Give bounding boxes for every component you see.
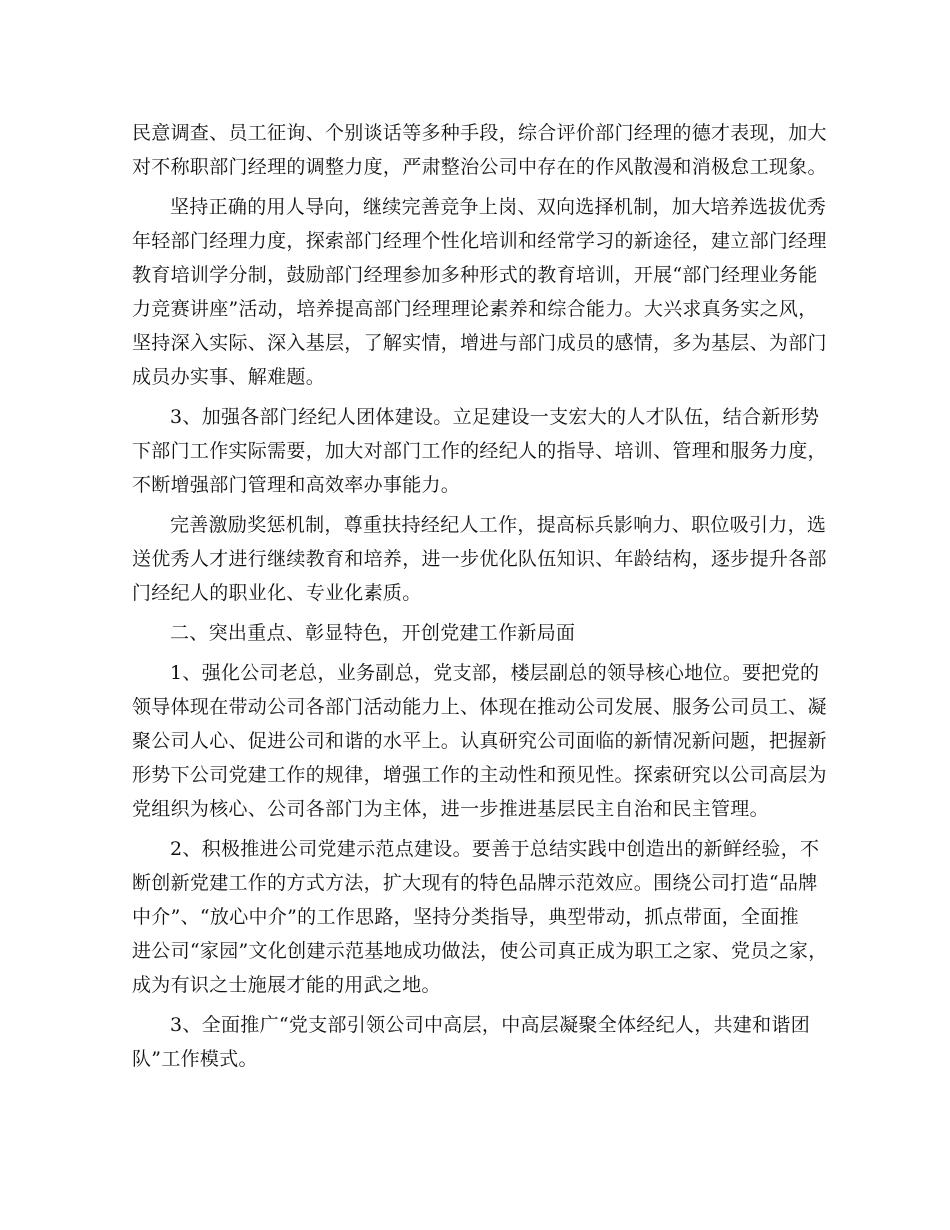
paragraph-work-model [132,1008,822,1076]
text-line: 领导体现在带动公司各部门活动能力上、体现在推动公司发展、服务公司员工、凝 [132,696,827,718]
text-line: 聚公司人心、促进公司和谐的水平上。认真研究公司面临的新情况新问题，把握新 [132,730,827,752]
text-line: 年轻部门经理力度，探索部门经理个性化培训和经常学习的新途径，建立部门经理 [132,230,827,252]
paragraph-leadership-core [132,656,827,826]
text-line: 2、积极推进公司党建示范点建设。要善于总结实践中创造出的新鲜经验，不 [170,838,820,860]
text-line: 门经纪人的职业化、专业化素质。 [132,582,422,604]
paragraph-team-building [132,400,827,502]
text-line: 坚持正确的用人导向，继续完善竞争上岗、双向选择机制，加大培养选拔优秀 [170,196,827,218]
text-line: 对不称职部门经理的调整力度，严肃整治公司中存在的作风散漫和消极怠工现象。 [132,156,827,178]
paragraph-selection-mechanism [132,190,827,394]
text-line: 教育培训学分制，鼓励部门经理参加多种形式的教育培训，开展“部门经理业务能 [132,264,818,286]
paragraph-demonstration-sites [132,832,828,1002]
text-line: 成员办实事、解难题。 [132,366,326,388]
text-line: 送优秀人才进行继续教育和培养，进一步优化队伍知识、年龄结构，逐步提升各部 [132,548,827,570]
text-line: 队”工作模式。 [132,1048,258,1070]
text-line: 1、强化公司老总，业务副总，党支部，楼层副总的领导核心地位。要把党的 [170,662,820,684]
text-line: 党组织为核心、公司各部门为主体，进一步推进基层民主自治和民主管理。 [132,798,769,820]
text-line: 中介”、“放心中介”的工作思路，坚持分类指导，典型带动，抓点带面，全面推 [132,906,799,928]
text-line: 民意调查、员工征询、个别谈话等多种手段，综合评价部门经理的德才表现，加大 [132,122,827,144]
text-line: 进公司“家园”文化创建示范基地成功做法，使公司真正成为职工之家、党员之家， [132,940,828,962]
text-line: 形势下公司党建工作的规律，增强工作的主动性和预见性。探索研究以公司高层为 [132,764,827,786]
text-line: 成为有识之士施展才能的用武之地。 [132,974,441,996]
paragraph-incentives [132,508,827,610]
text-line: 二、突出重点、彰显特色，开创党建工作新局面 [170,622,576,644]
text-line: 不断增强部门管理和高效率办事能力。 [132,474,461,496]
text-line: 力竞赛讲座”活动，培养提高部门经理理论素养和综合能力。大兴求真务实之风， [132,298,818,320]
text-line: 完善激励奖惩机制，尊重扶持经纪人工作，提高标兵影响力、职位吸引力，选 [170,514,827,536]
text-line: 3、加强各部门经纪人团体建设。立足建设一支宏大的人才队伍，结合新形势 [170,406,820,428]
text-line: 下部门工作实际需要，加大对部门工作的经纪人的指导、培训、管理和服务力度， [132,440,827,462]
text-line: 坚持深入实际、深入基层，了解实情，增进与部门成员的感情，多为基层、为部门 [132,332,827,354]
text-line: 断创新党建工作的方式方法，扩大现有的特色品牌示范效应。围绕公司打造“品牌 [132,872,818,894]
paragraph-continuation [132,116,827,184]
section-heading [132,616,822,650]
document-body [132,116,828,1076]
text-line: 3、全面推广“党支部引领公司中高层，中高层凝聚全体经纪人，共建和谐团 [170,1014,811,1036]
